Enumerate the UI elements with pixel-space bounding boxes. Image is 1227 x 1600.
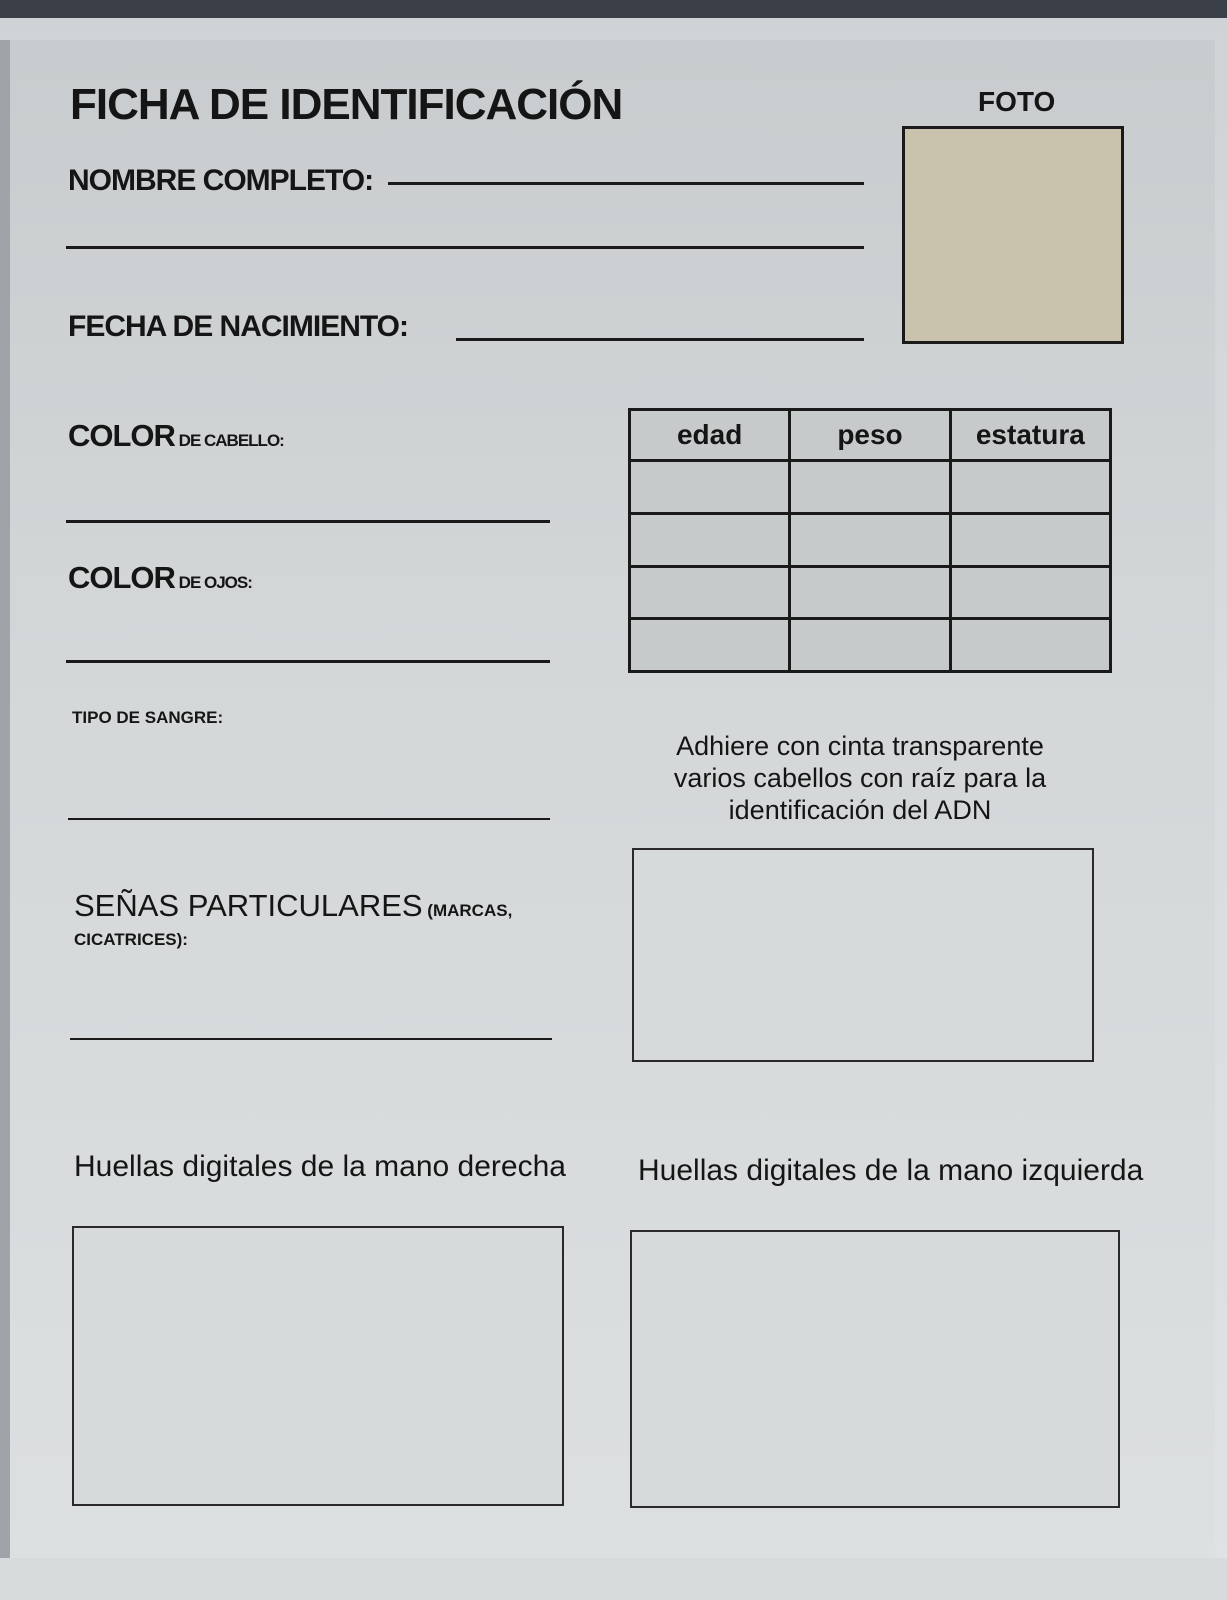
table-cell[interactable]	[630, 619, 790, 672]
left-hand-fingerprints-box[interactable]	[630, 1230, 1120, 1508]
marks-label	[74, 888, 512, 924]
table-cell[interactable]	[630, 461, 790, 514]
table-row	[630, 461, 1111, 514]
marks-label-main: SEÑAS PARTICULARES	[74, 888, 423, 923]
marks-label-small: (MARCAS,	[422, 901, 513, 920]
table-cell[interactable]	[950, 566, 1110, 619]
eye-color-line[interactable]	[66, 660, 550, 663]
right-hand-fingerprints-label: Huellas digitales de la mano derecha	[74, 1150, 566, 1183]
age-weight-height-table	[628, 408, 1112, 673]
table-cell[interactable]	[790, 461, 950, 514]
table-cell[interactable]	[790, 566, 950, 619]
table-row	[630, 619, 1111, 672]
table-cell[interactable]	[950, 619, 1110, 672]
identification-form	[10, 40, 1215, 1595]
table-cell[interactable]	[790, 513, 950, 566]
table-cell[interactable]	[630, 566, 790, 619]
eye-color-label-main: COLOR	[68, 560, 175, 595]
table-cell[interactable]	[950, 513, 1110, 566]
blood-type-line[interactable]	[68, 818, 550, 820]
marks-label-small-2: CICATRICES):	[74, 930, 188, 949]
eye-color-label-small: DE OJOS:	[174, 573, 252, 592]
full-name-label: NOMBRE COMPLETO:	[68, 164, 374, 197]
blood-type-label: TIPO DE SANGRE:	[72, 708, 224, 727]
table-cell[interactable]	[630, 513, 790, 566]
right-hand-fingerprints-box[interactable]	[72, 1226, 564, 1506]
table-cell[interactable]	[950, 461, 1110, 514]
dna-instructions-line-3: identificación del ADN	[728, 795, 992, 825]
table-row	[630, 513, 1111, 566]
left-hand-fingerprints-label: Huellas digitales de la mano izquierda	[638, 1154, 1144, 1187]
marks-line[interactable]	[70, 1038, 552, 1040]
photo-label: FOTO	[978, 86, 1056, 117]
hair-color-label-main: COLOR	[68, 418, 175, 453]
birth-date-line[interactable]	[456, 338, 864, 341]
table-cell[interactable]	[790, 619, 950, 672]
dna-instructions	[650, 730, 1070, 826]
table-header-weight: peso	[790, 410, 950, 461]
birth-date-label: FECHA DE NACIMIENTO:	[68, 310, 408, 343]
table-header-height: estatura	[950, 410, 1110, 461]
table-header-row	[630, 410, 1111, 461]
dna-sample-box[interactable]	[632, 848, 1094, 1062]
eye-color-label	[68, 560, 252, 596]
full-name-line-1[interactable]	[388, 182, 864, 185]
form-title: FICHA DE IDENTIFICACIÓN	[70, 80, 623, 129]
dna-instructions-line-1: Adhiere con cinta transparente	[676, 731, 1044, 761]
hair-color-label-small: DE CABELLO:	[174, 431, 284, 450]
page-footer-strip	[0, 1558, 1227, 1600]
window-top-bar	[0, 0, 1227, 18]
dna-instructions-line-2: varios cabellos con raíz para la	[673, 763, 1047, 793]
hair-color-label	[68, 418, 284, 454]
hair-color-line[interactable]	[66, 520, 550, 523]
full-name-line-2[interactable]	[66, 246, 864, 249]
photo-box[interactable]	[902, 126, 1124, 344]
table-row	[630, 566, 1111, 619]
page-edge	[0, 40, 10, 1600]
table-header-age: edad	[630, 410, 790, 461]
